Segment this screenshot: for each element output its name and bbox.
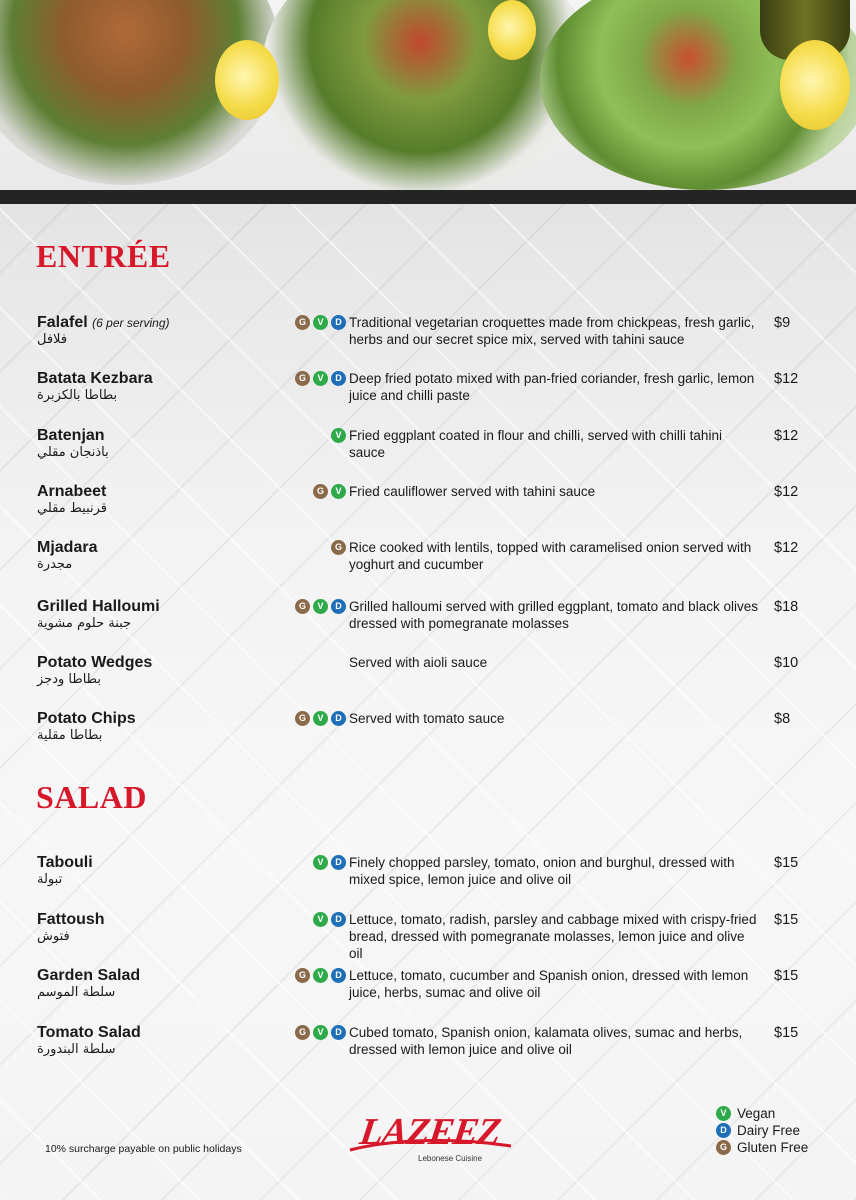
item-description: Fried cauliflower served with tahini sauce	[349, 484, 596, 499]
logo-wordmark: LAZEEZ	[357, 1111, 503, 1153]
item-name	[37, 710, 136, 728]
dairy-free-badge-icon: D	[331, 315, 346, 330]
item-name-text: Mjadara	[37, 539, 98, 556]
hero-food-photo	[0, 0, 856, 190]
item-description: Deep fried potato mixed with pan-fried coriander, fresh garlic, lemon juice and chilli paste	[349, 371, 755, 403]
item-name-text: Tabouli	[37, 854, 93, 871]
item-description: Traditional vegetarian croquettes made from chickpeas, fresh garlic, herbs and our secret spice mix, served with tahini sauce	[349, 315, 755, 347]
item-name	[37, 854, 93, 872]
item-arabic-name: تبولة	[37, 872, 63, 887]
gluten-free-badge-icon: G	[716, 1140, 731, 1155]
vegan-badge-icon: V	[313, 855, 328, 870]
item-price: $10	[774, 655, 799, 671]
item-name	[37, 911, 105, 929]
item-description: Served with tomato sauce	[349, 711, 505, 726]
item-name-text: Potato Wedges	[37, 654, 153, 671]
item-price: $9	[774, 315, 791, 331]
item-arabic-name: سلطة البندورة	[37, 1042, 116, 1057]
dietary-badges	[331, 428, 346, 443]
dairy-free-badge-icon: D	[331, 711, 346, 726]
legend-item-gluten-free	[716, 1139, 808, 1156]
item-description: Served with aioli sauce	[349, 655, 488, 670]
item-price: $15	[774, 912, 799, 928]
logo-subtitle: Lebonese Cuisine	[418, 1154, 483, 1163]
item-name	[37, 598, 160, 616]
legend-label: Dairy Free	[737, 1123, 801, 1138]
gluten-free-badge-icon: G	[331, 540, 346, 555]
lemon-wedge-image	[488, 0, 536, 60]
item-arabic-name: قرنبيط مقلي	[37, 501, 108, 516]
dairy-free-badge-icon: D	[331, 912, 346, 927]
gluten-free-badge-icon: G	[295, 371, 310, 386]
item-arabic-name: بطاطا ودجز	[37, 672, 101, 687]
item-note: (6 per serving)	[92, 316, 170, 330]
item-price: $15	[774, 1025, 799, 1041]
item-arabic-name: جبنة حلوم مشوية	[37, 616, 132, 631]
item-description: Lettuce, tomato, cucumber and Spanish onion, dressed with lemon juice, herbs, sumac and olive oil	[349, 968, 749, 1000]
item-arabic-name: مجدرة	[37, 557, 73, 572]
logo-swoosh-icon	[348, 1136, 513, 1154]
item-name	[37, 483, 106, 501]
dietary-badges	[331, 540, 346, 555]
item-name-text: Falafel	[37, 314, 88, 331]
item-price: $12	[774, 484, 799, 500]
item-name	[37, 370, 153, 388]
legend-label: Gluten Free	[737, 1140, 809, 1155]
gluten-free-badge-icon: G	[313, 484, 328, 499]
gluten-free-badge-icon: G	[295, 599, 310, 614]
item-name	[37, 427, 105, 445]
item-description: Rice cooked with lentils, topped with caramelised onion served with yoghurt and cucumber	[349, 540, 752, 572]
item-name-text: Batata Kezbara	[37, 370, 153, 387]
item-arabic-name: بطاطا مقلية	[37, 728, 103, 743]
item-price: $15	[774, 968, 799, 984]
dietary-badges	[295, 315, 346, 330]
item-name	[37, 967, 140, 985]
vegan-badge-icon: V	[313, 371, 328, 386]
item-name	[37, 314, 170, 332]
dietary-badges	[313, 855, 346, 870]
vegan-badge-icon: V	[313, 912, 328, 927]
lazeez-logo	[340, 1110, 520, 1170]
item-description: Lettuce, tomato, radish, parsley and cabbage mixed with crispy-fried bread, dressed with pomegranate molasses, lemon juice and olive oil	[349, 912, 757, 961]
dairy-free-badge-icon: D	[331, 1025, 346, 1040]
lemon-wedge-image	[780, 40, 850, 130]
gluten-free-badge-icon: G	[295, 315, 310, 330]
dietary-badges	[295, 1025, 346, 1040]
vegan-badge-icon: V	[716, 1106, 731, 1121]
item-price: $12	[774, 371, 799, 387]
item-price: $18	[774, 599, 799, 615]
dietary-badges	[295, 711, 346, 726]
item-description: Finely chopped parsley, tomato, onion and burghul, dressed with mixed spice, lemon juice and olive oil	[349, 855, 735, 887]
vegan-badge-icon: V	[331, 428, 346, 443]
item-arabic-name: سلطة الموسم	[37, 985, 116, 1000]
dietary-badges	[295, 599, 346, 614]
item-description: Cubed tomato, Spanish onion, kalamata olives, sumac and herbs, dressed with lemon juice and olive oil	[349, 1025, 743, 1057]
item-name-text: Arnabeet	[37, 483, 107, 500]
vegan-badge-icon: V	[313, 599, 328, 614]
dietary-badges	[295, 968, 346, 983]
vegan-badge-icon: V	[313, 968, 328, 983]
dairy-free-badge-icon: D	[716, 1123, 731, 1138]
surcharge-note: 10% surcharge payable on public holidays	[45, 1143, 242, 1155]
salad-heading: SALAD	[36, 779, 147, 815]
item-arabic-name: فلافل	[37, 332, 68, 347]
legend-item-dairy-free	[716, 1122, 808, 1139]
lemon-wedge-image	[215, 40, 279, 120]
gluten-free-badge-icon: G	[295, 968, 310, 983]
item-name-text: Grilled Halloumi	[37, 598, 160, 615]
dairy-free-badge-icon: D	[331, 968, 346, 983]
legend-label: Vegan	[737, 1106, 776, 1121]
item-name-text: Garden Salad	[37, 967, 141, 984]
item-name-text: Tomato Salad	[37, 1024, 141, 1041]
item-price: $8	[774, 711, 791, 727]
dairy-free-badge-icon: D	[331, 599, 346, 614]
dietary-badges	[313, 912, 346, 927]
item-price: $12	[774, 428, 799, 444]
item-name	[37, 539, 97, 557]
item-name-text: Fattoush	[37, 911, 105, 928]
dairy-free-badge-icon: D	[331, 371, 346, 386]
item-name-text: Potato Chips	[37, 710, 136, 727]
item-price: $12	[774, 540, 799, 556]
vegan-badge-icon: V	[313, 1025, 328, 1040]
gluten-free-badge-icon: G	[295, 1025, 310, 1040]
item-name-text: Batenjan	[37, 427, 105, 444]
dietary-legend	[716, 1105, 808, 1156]
item-arabic-name: باذنجان مقلي	[37, 445, 109, 460]
item-price: $15	[774, 855, 799, 871]
item-description: Grilled halloumi served with grilled eggplant, tomato and black olives dressed with pomegranate molasses	[349, 599, 758, 631]
legend-item-vegan	[716, 1105, 808, 1122]
gluten-free-badge-icon: G	[295, 711, 310, 726]
vegan-badge-icon: V	[313, 711, 328, 726]
item-name	[37, 1024, 141, 1042]
item-name	[37, 654, 152, 672]
header-divider	[0, 190, 856, 204]
vegan-badge-icon: V	[313, 315, 328, 330]
vegan-badge-icon: V	[331, 484, 346, 499]
entree-heading: ENTRÉE	[36, 238, 171, 274]
item-arabic-name: فتوش	[37, 929, 70, 944]
dietary-badges	[295, 371, 346, 386]
dietary-badges	[313, 484, 346, 499]
item-description: Fried eggplant coated in flour and chilli, served with chilli tahini sauce	[349, 428, 722, 460]
item-arabic-name: بطاطا بالكزبرة	[37, 388, 118, 403]
dairy-free-badge-icon: D	[331, 855, 346, 870]
